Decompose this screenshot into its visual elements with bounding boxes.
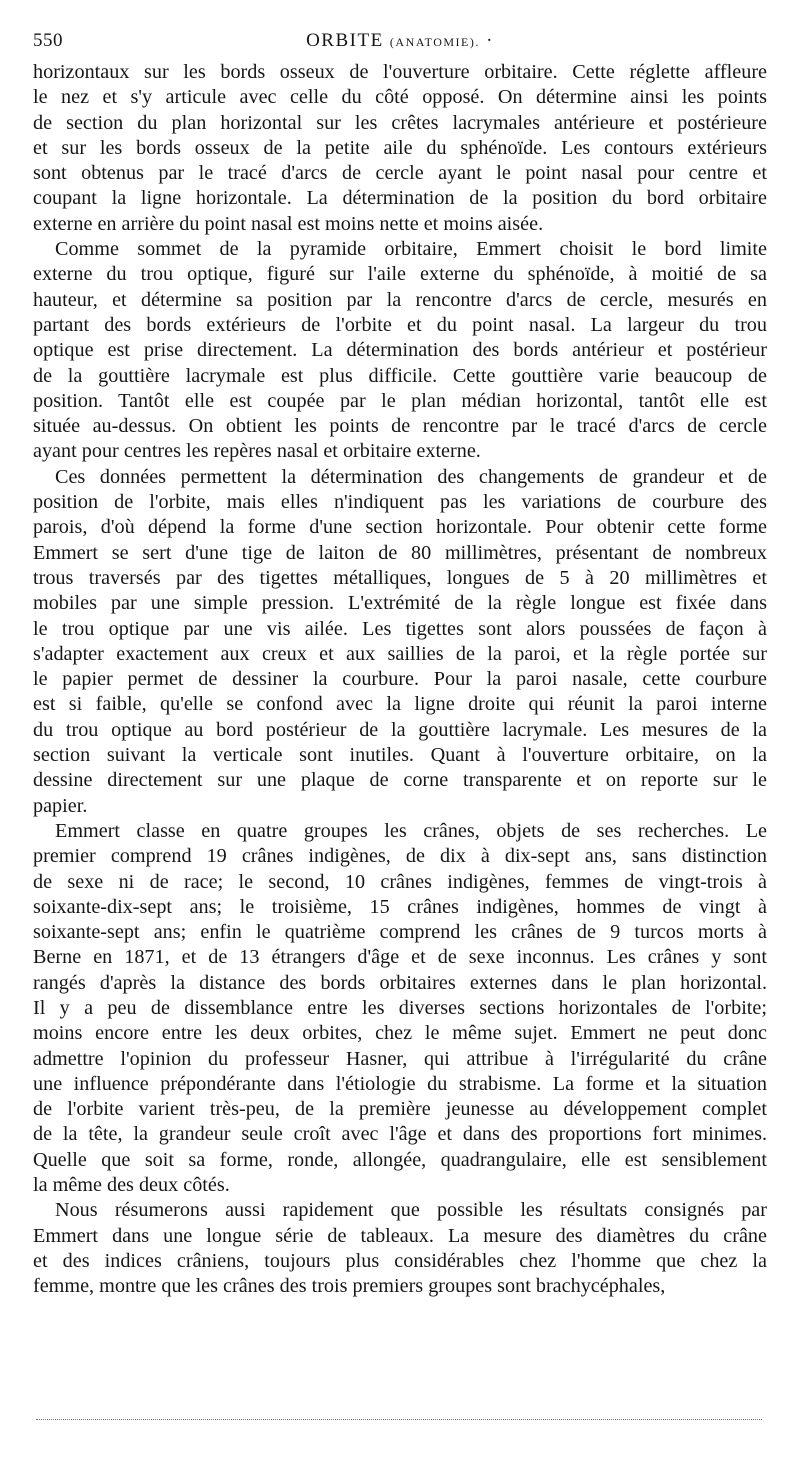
text-line: une influence prépondérante dans l'étiologie du strabisme. La forme et la situation [33, 1072, 767, 1095]
text-line: position. Tantôt elle est coupée par le plan médian horizontal, tantôt elle est [33, 389, 767, 412]
running-title [33, 30, 767, 52]
text-line: Berne en 1871, et de 13 étrangers d'âge et de sexe inconnus. Les crânes y sont [33, 946, 767, 969]
running-title-main: ORBITE [306, 30, 384, 51]
text-line: et sur les bords osseux de la petite aile du sphénoïde. Les contours extérieurs [33, 136, 767, 159]
body-text [33, 60, 767, 1300]
text-line: ayant pour centres les repères nasal et orbitaire externe. [33, 440, 481, 463]
text-line: de section du plan horizontal sur les crêtes lacrymales antérieure et postérieure [33, 111, 767, 134]
text-line: le nez et s'y articule avec celle du côté opposé. On détermine ainsi les points [33, 86, 767, 109]
text-line: le trou optique par une vis ailée. Les tigettes sont alors poussées de façon à [33, 617, 767, 640]
text-line: du trou optique au bord postérieur de la gouttière lacrymale. Les mesures de la [33, 718, 767, 741]
text-line: optique est prise directement. La détermination des bords antérieur et postérieur [33, 339, 767, 362]
text-line: Il y a peu de dissemblance entre les diverses sections horizontales de l'orbite; [33, 996, 767, 1019]
text-line: est si faible, qu'elle se confond avec la ligne droite qui réunit la paroi interne [33, 693, 767, 716]
text-line: de l'orbite varient très-peu, de la première jeunesse au développement complet [33, 1098, 767, 1121]
running-title-sub: (ANATOMIE). [389, 35, 480, 49]
text-line: de la gouttière lacrymale est plus difficile. Cette gouttière varie beaucoup de [33, 364, 767, 387]
text-line: horizontaux sur les bords osseux de l'ouverture orbitaire. Cette réglette affleure [33, 61, 767, 83]
text-line: papier. [33, 794, 88, 817]
text-line: position de l'orbite, mais elles n'indiquent pas les variations de courbure des [33, 491, 767, 514]
text-line: partant des bords extérieurs de l'orbite et du point nasal. La largeur du trou [33, 313, 767, 336]
text-line: femme, montre que les crânes des trois premiers groupes sont brachycéphales, [33, 1275, 666, 1298]
text-line: s'adapter exactement aux creux et aux saillies de la paroi, et la règle portée sur [33, 642, 767, 665]
text-line: Ces données permettent la détermination des changements de grandeur et de [55, 465, 767, 488]
footer-dotted-rule [36, 1419, 762, 1420]
text-line: premier comprend 19 crânes indigènes, de dix à dix-sept ans, sans distinction [33, 845, 767, 868]
running-header [33, 30, 767, 58]
paragraph [33, 237, 767, 465]
text-line: sont obtenus par le tracé d'arcs de cercle ayant le point nasal pour centre et [33, 162, 767, 185]
text-line: et des indices crâniens, toujours plus considérables chez l'homme que chez la [33, 1249, 767, 1272]
text-line: située au-dessus. On obtient les points de rencontre par le tracé d'arcs de cercle [33, 415, 767, 438]
text-line: dessine directement sur une plaque de corne transparente et on reporte sur le [33, 769, 767, 792]
paragraph [33, 60, 767, 237]
text-line: Emmert dans une longue série de tableaux. La mesure des diamètres du crâne [33, 1224, 767, 1247]
text-line: Emmert se sert d'une tige de laiton de 80 millimètres, présentant de nombreux [33, 541, 767, 564]
paragraph [33, 465, 767, 819]
text-line: Emmert classe en quatre groupes les crânes, objets de ses recherches. Le [55, 819, 767, 842]
header-mark: · [486, 30, 494, 51]
text-line: externe du trou optique, figuré sur l'aile externe du sphénoïde, à moitié de sa [33, 263, 767, 286]
text-line: mobiles par une simple pression. L'extrémité de la règle longue est fixée dans [33, 592, 767, 615]
text-line: soixante-dix-sept ans; le troisième, 15 crânes indigènes, hommes de vingt à [33, 895, 767, 918]
text-line: soixante-sept ans; enfin le quatrième comprend les crânes de 9 turcos morts à [33, 921, 767, 944]
text-line: le papier permet de dessiner la courbure. Pour la paroi nasale, cette courbure [33, 668, 767, 691]
text-line: de sexe ni de race; le second, 10 crânes indigènes, femmes de vingt-trois à [33, 870, 767, 893]
text-line: section suivant la verticale sont inutiles. Quant à l'ouverture orbitaire, on la [33, 744, 767, 767]
paragraph [33, 819, 767, 1198]
text-line: coupant la ligne horizontale. La détermination de la position du bord orbitaire [33, 187, 767, 210]
text-line: hauteur, et détermine sa position par la rencontre d'arcs de cercle, mesurés en [33, 288, 767, 311]
text-line: de la tête, la grandeur seule croît avec l'âge et dans des proportions fort minimes. [33, 1123, 767, 1146]
text-line: Quelle que soit sa forme, ronde, allongée, quadrangulaire, elle est sensiblement [33, 1148, 767, 1171]
text-line: trous traversés par des tigettes métalliques, longues de 5 à 20 millimètres et [33, 566, 767, 589]
paragraph [33, 1198, 767, 1299]
text-line: admettre l'opinion du professeur Hasner, qui attribue à l'irrégularité du crâne [33, 1047, 767, 1070]
text-line: la même des deux côtés. [33, 1174, 230, 1197]
text-line: moins encore entre les deux orbites, chez le même sujet. Emmert ne peut donc [33, 1022, 767, 1045]
text-line: externe en arrière du point nasal est moins nette et moins aisée. [33, 212, 544, 235]
text-line: Nous résumerons aussi rapidement que possible les résultats consignés par [55, 1199, 767, 1222]
page-number: 550 [33, 30, 63, 51]
text-line: Comme sommet de la pyramide orbitaire, Emmert choisit le bord limite [55, 238, 767, 261]
text-line: rangés d'après la distance des bords orbitaires externes dans le plan horizontal. [33, 971, 767, 994]
text-line: parois, d'où dépend la forme d'une section horizontale. Pour obtenir cette forme [33, 516, 767, 539]
